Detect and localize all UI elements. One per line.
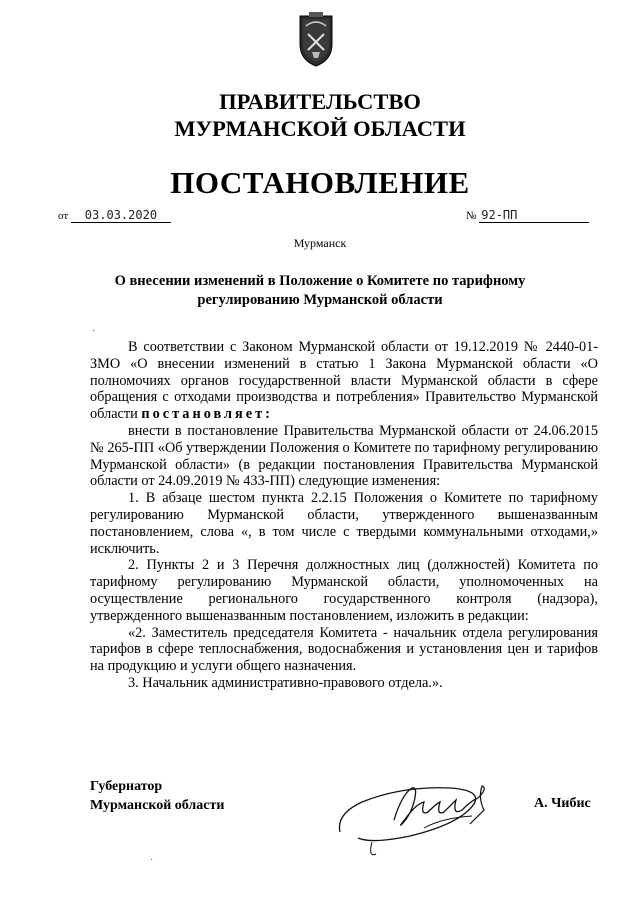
document-type: ПОСТАНОВЛЕНИЕ [170,165,470,200]
signatory-title-line-1: Губернатор [90,779,163,794]
subject-line-1: О внесении изменений в Положение о Комитете по тарифному [114,273,526,289]
number-prefix: № [466,210,477,222]
document-number: 92-ПП [479,208,589,223]
handwritten-signature [332,758,522,868]
signatory-title-line-2: Мурманской области [90,798,225,813]
coat-of-arms-icon [294,12,338,68]
document-body [90,339,598,692]
date-prefix: от [58,210,69,222]
scan-mark: · [92,326,96,337]
paragraph-preamble [90,339,598,423]
number-block [466,208,589,223]
city: Мурманск [293,236,347,250]
document-subject [0,272,640,310]
paragraph-quote-3: 3. Начальник административно-правового отдела.». [128,674,443,691]
preamble-text: В соответствии с Законом Мурманской области от 19.12.2019 № 2440-01-ЗМО «О внесении изменений в статью 1 Закона Мурманской области «О полномочиях органов государственной власти Мурманской области в сфере обращения с отходами производства и потребления» Правительство Мурманской области [90,339,598,423]
signatory-title [90,777,224,815]
government-name [0,88,640,142]
paragraph-item-1: 1. В абзаце шестом пункта 2.2.15 Положения о Комитете по тарифному регулированию Мурманской области, утвержденного вышеназванным постановлением, слова «, в том числе с твердыми коммунальными отходами,» исключить. [90,490,598,557]
resolves-word: постановляет: [141,406,273,423]
paragraph-resolution: внести в постановление Правительства Мурманской области от 24.06.2015 № 265-ПП «Об утверждении Положения о Комитете по тарифному регулированию Мурманской области» (в редакции постановления Правительства Мурманской области от 24.09.2019 № 433-ПП) следующие изменения: [90,422,598,490]
government-line-1: ПРАВИТЕЛЬСТВО [219,89,421,114]
subject-line-2: регулированию Мурманской области [197,292,443,308]
paragraph-quote-2: «2. Заместитель председателя Комитета - начальник отдела регулирования тарифов в сфере теплоснабжения, водоснабжения и установления цен и тарифов на продукцию и услуги общего назначения. [90,624,598,675]
date-block [58,208,171,223]
government-line-2: МУРМАНСКОЙ ОБЛАСТИ [174,116,466,141]
scan-mark-2: · [150,855,154,866]
document-date: 03.03.2020 [71,208,171,223]
signatory-name: А. Чибис [534,796,591,811]
paragraph-item-2: 2. Пункты 2 и 3 Перечня должностных лиц (должностей) Комитета по тарифному регулированию Мурманской области, уполномоченных на осуществление регионального государственного контроля (надзора), утвержденного вышеназванным постановлением, изложить в редакции: [90,557,598,624]
